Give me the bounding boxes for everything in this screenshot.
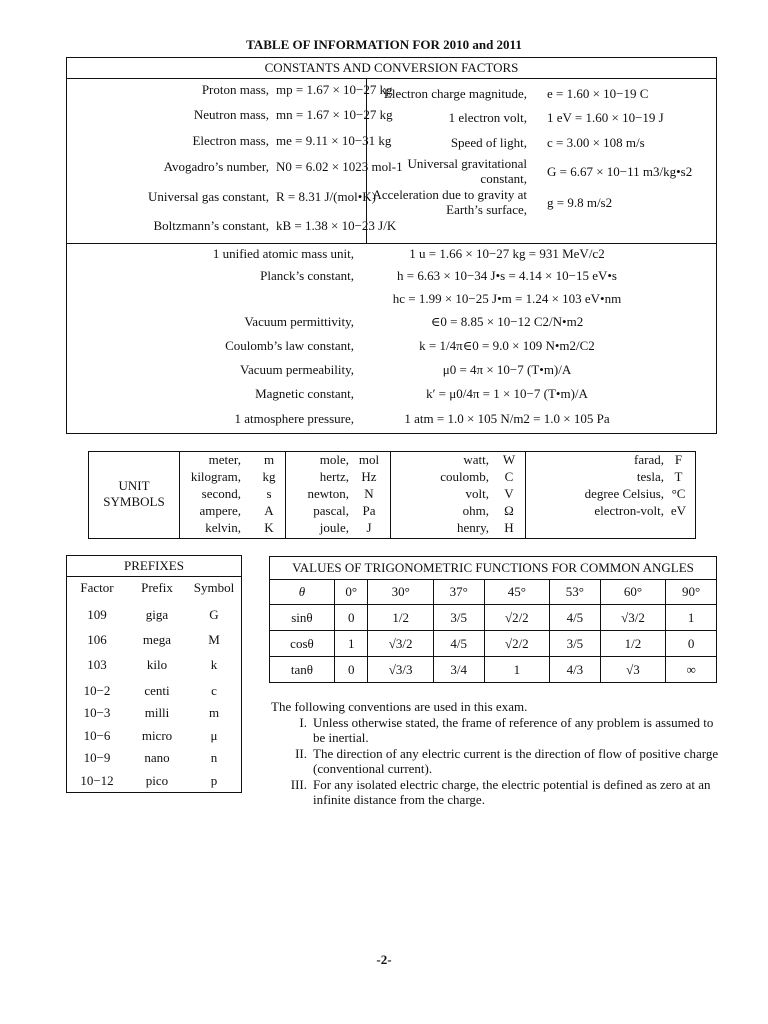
- constants-table: [66, 57, 717, 434]
- unit-symbol: V: [504, 486, 514, 501]
- prefix-cell: 106: [87, 632, 107, 647]
- prefix-cell: kilo: [146, 657, 168, 672]
- unit-name: ohm,: [462, 503, 489, 518]
- convention-text: For any isolated electric charge, the electric potential is defined as zero at an infinite distance from the charge.: [313, 776, 711, 807]
- unit-name: second,: [201, 486, 241, 501]
- convention-item: [271, 746, 721, 777]
- convention-text: Unless otherwise stated, the frame of reference of any problem is assumed to be inertial.: [313, 714, 714, 745]
- trig-cell: 1/2: [368, 605, 433, 631]
- unit-name: volt,: [465, 486, 489, 501]
- trig-cell: 3/4: [433, 657, 484, 683]
- const-value: c = 3.00 × 108 m/s: [547, 135, 645, 150]
- unit-symbol: Hz: [361, 469, 377, 484]
- const-label: Planck’s constant,: [260, 268, 354, 283]
- const-label: Magnetic constant,: [255, 386, 354, 401]
- trig-cell: √3: [600, 657, 665, 683]
- unit-symbol: s: [266, 486, 272, 501]
- constants-divider: [67, 243, 716, 244]
- prefix-cell: giga: [145, 607, 169, 622]
- unit-symbol: Pa: [362, 503, 376, 518]
- unit-name: degree Celsius,: [584, 486, 664, 501]
- trig-title: VALUES OF TRIGONOMETRIC FUNCTIONS FOR COMMON ANGLES: [270, 557, 717, 580]
- conventions-intro: The following conventions are used in this exam.: [271, 699, 528, 714]
- prefix-header: Factor: [80, 580, 114, 595]
- const-label: 1 electron volt,: [448, 110, 527, 125]
- convention-number: II.: [295, 745, 307, 761]
- const-label: 1 unified atomic mass unit,: [212, 246, 354, 261]
- prefix-cell: pico: [145, 773, 169, 788]
- unit-symbol: N: [364, 486, 374, 501]
- convention-item: [271, 715, 721, 746]
- unit-symbol: W: [502, 452, 516, 467]
- unit-symbol: C: [504, 469, 514, 484]
- const-label: Universal gas constant,: [148, 189, 269, 204]
- unit-name: farad,: [634, 452, 664, 467]
- unit-symbol: kg: [262, 469, 276, 484]
- const-label: Vacuum permittivity,: [244, 314, 354, 329]
- trig-cell: 0: [666, 631, 717, 657]
- unit-col-divider: [525, 452, 526, 538]
- convention-text: The direction of any electric current is the direction of flow of positive charge (conventional current).: [313, 745, 719, 776]
- conventions: [271, 699, 721, 808]
- trig-angle-cell: 53°: [550, 580, 601, 605]
- trig-cell: 0: [334, 605, 368, 631]
- const-label: Speed of light,: [450, 135, 527, 150]
- const-label: Electron mass,: [192, 133, 269, 148]
- prefix-header: Prefix: [141, 580, 173, 595]
- trig-cell: √3/2: [600, 605, 665, 631]
- prefix-cell: k: [210, 657, 218, 672]
- convention-number: I.: [299, 714, 307, 730]
- trig-cell: cosθ: [270, 631, 335, 657]
- prefix-cell: p: [210, 773, 218, 788]
- unit-name: pascal,: [313, 503, 349, 518]
- unit-symbol: K: [264, 520, 274, 535]
- const-label: Coulomb’s law constant,: [225, 338, 354, 353]
- unit-symbol: m: [263, 452, 275, 467]
- prefix-cell: 10−2: [83, 683, 111, 698]
- trig-sin-row: [270, 605, 717, 631]
- trig-cell: 1: [334, 631, 368, 657]
- const-value: h = 6.63 × 10−34 J•s = 4.14 × 10−15 eV•s: [397, 268, 617, 283]
- const-value: e = 1.60 × 10−19 C: [547, 86, 649, 101]
- unit-name: kilogram,: [190, 469, 241, 484]
- trig-cell: 4/5: [550, 605, 601, 631]
- trig-cell: tanθ: [270, 657, 335, 683]
- trig-angle-cell: 60°: [600, 580, 665, 605]
- unit-name: meter,: [208, 452, 241, 467]
- unit-name: henry,: [456, 520, 489, 535]
- trig-tan-row: [270, 657, 717, 683]
- const-label: 1 atmosphere pressure,: [234, 411, 354, 426]
- const-value: mp = 1.67 × 10−27 kg: [276, 82, 393, 97]
- prefix-cell: M: [208, 632, 220, 647]
- unit-name: coulomb,: [440, 469, 489, 484]
- unit-col-divider: [390, 452, 391, 538]
- const-value: g = 9.8 m/s2: [547, 195, 613, 210]
- trig-cell: 1: [666, 605, 717, 631]
- const-value: hc = 1.99 × 10−25 J•m = 1.24 × 103 eV•nm: [392, 291, 622, 306]
- trig-cell: 4/3: [550, 657, 601, 683]
- trig-cell: √2/2: [484, 631, 549, 657]
- prefix-cell: nano: [144, 750, 170, 765]
- unit-symbol: eV: [670, 503, 687, 518]
- unit-symbol: H: [504, 520, 514, 535]
- prefix-cell: m: [208, 705, 220, 720]
- prefixes-title: PREFIXES: [67, 556, 241, 577]
- trig-cell: 4/5: [433, 631, 484, 657]
- unit-name: newton,: [307, 486, 349, 501]
- unit-name: hertz,: [319, 469, 349, 484]
- unit-symbol: T: [674, 469, 683, 484]
- const-value: me = 9.11 × 10−31 kg: [276, 133, 392, 148]
- convention-item: [271, 777, 721, 808]
- trig-cell: sinθ: [270, 605, 335, 631]
- trig-angle-cell: 37°: [433, 580, 484, 605]
- page-number: -2-: [376, 952, 392, 967]
- const-value: kB = 1.38 × 10−23 J/K: [276, 218, 397, 233]
- prefix-cell: 10−9: [83, 750, 111, 765]
- const-value: 1 u = 1.66 × 10−27 kg = 931 MeV/c2: [409, 246, 605, 261]
- trig-angle-cell: θ: [270, 580, 335, 605]
- const-label: Avogadro’s number,: [163, 159, 269, 174]
- const-label: Vacuum permeability,: [240, 362, 354, 377]
- trig-cell: 1/2: [600, 631, 665, 657]
- prefix-cell: centi: [144, 683, 170, 698]
- const-value: G = 6.67 × 10−11 m3/kg•s2: [547, 164, 693, 179]
- trig-cell: √3/2: [368, 631, 433, 657]
- trig-cell: 0: [334, 657, 368, 683]
- unit-name: tesla,: [636, 469, 664, 484]
- const-label: Acceleration due to gravity at Earth’s surface,: [372, 187, 527, 217]
- trig-cell: √2/2: [484, 605, 549, 631]
- trig-angles-row: [270, 580, 717, 605]
- prefix-cell: n: [210, 750, 218, 765]
- unit-col-divider: [285, 452, 286, 538]
- prefix-cell: micro: [141, 728, 173, 743]
- prefix-cell: 10−12: [80, 773, 114, 788]
- prefix-cell: 103: [87, 657, 107, 672]
- trig-table: [269, 556, 717, 682]
- unit-symbol: J: [366, 520, 372, 535]
- const-value: mn = 1.67 × 10−27 kg: [276, 107, 393, 122]
- const-label: Electron charge magnitude,: [383, 86, 527, 101]
- trig-angle-cell: 90°: [666, 580, 717, 605]
- trig-angle-cell: 45°: [484, 580, 549, 605]
- const-value: ∈0 = 8.85 × 10−12 C2/N•m2: [430, 314, 584, 329]
- prefix-cell: milli: [144, 705, 170, 720]
- unit-name: watt,: [463, 452, 489, 467]
- unit-symbols-label: UNIT SYMBOLS: [103, 478, 165, 509]
- page-title: TABLE OF INFORMATION FOR 2010 and 2011: [246, 37, 522, 52]
- prefix-cell: 109: [87, 607, 107, 622]
- prefix-cell: mega: [142, 632, 172, 647]
- trig-angle-cell: 0°: [334, 580, 368, 605]
- prefixes-table: [66, 555, 242, 793]
- const-label: Proton mass,: [201, 82, 269, 97]
- const-value: R = 8.31 J/(mol•K): [276, 189, 376, 204]
- trig-angle-cell: 30°: [368, 580, 433, 605]
- trig-cell: √3/3: [368, 657, 433, 683]
- const-label: Universal gravitational constant,: [407, 156, 527, 186]
- unit-name: electron-volt,: [594, 503, 664, 518]
- convention-number: III.: [290, 776, 307, 792]
- const-value: 1 eV = 1.60 × 10−19 J: [547, 110, 664, 125]
- trig-cell: 3/5: [433, 605, 484, 631]
- trig-cell: 3/5: [550, 631, 601, 657]
- unit-name: joule,: [319, 520, 349, 535]
- prefix-cell: μ: [210, 728, 218, 743]
- unit-name: kelvin,: [205, 520, 241, 535]
- prefix-cell: 10−3: [83, 705, 111, 720]
- const-label: Neutron mass,: [193, 107, 269, 122]
- unit-symbol: °C: [671, 486, 686, 501]
- const-value: k = 1/4π∈0 = 9.0 × 109 N•m2/C2: [419, 338, 595, 353]
- trig-cos-row: [270, 631, 717, 657]
- unit-symbol: Ω: [504, 503, 514, 518]
- unit-symbols-table: [88, 451, 696, 539]
- unit-symbol: A: [264, 503, 274, 518]
- trig-cell: 1: [484, 657, 549, 683]
- prefix-cell: G: [209, 607, 219, 622]
- unit-symbol: mol: [358, 452, 380, 467]
- unit-symbol: F: [674, 452, 683, 467]
- unit-name: mole,: [319, 452, 349, 467]
- const-value: 1 atm = 1.0 × 105 N/m2 = 1.0 × 105 Pa: [404, 411, 610, 426]
- constants-header: CONSTANTS AND CONVERSION FACTORS: [67, 58, 716, 79]
- const-value: k′ = μ0/4π = 1 × 10−7 (T•m)/A: [426, 386, 588, 401]
- unit-name: ampere,: [199, 503, 241, 518]
- const-label: Boltzmann’s constant,: [153, 218, 269, 233]
- const-value: μ0 = 4π × 10−7 (T•m)/A: [442, 362, 572, 377]
- prefix-cell: c: [211, 683, 217, 698]
- prefix-cell: 10−6: [83, 728, 111, 743]
- const-value: N0 = 6.02 × 1023 mol-1: [276, 159, 403, 174]
- prefix-header: Symbol: [193, 580, 235, 595]
- trig-cell: ∞: [666, 657, 717, 683]
